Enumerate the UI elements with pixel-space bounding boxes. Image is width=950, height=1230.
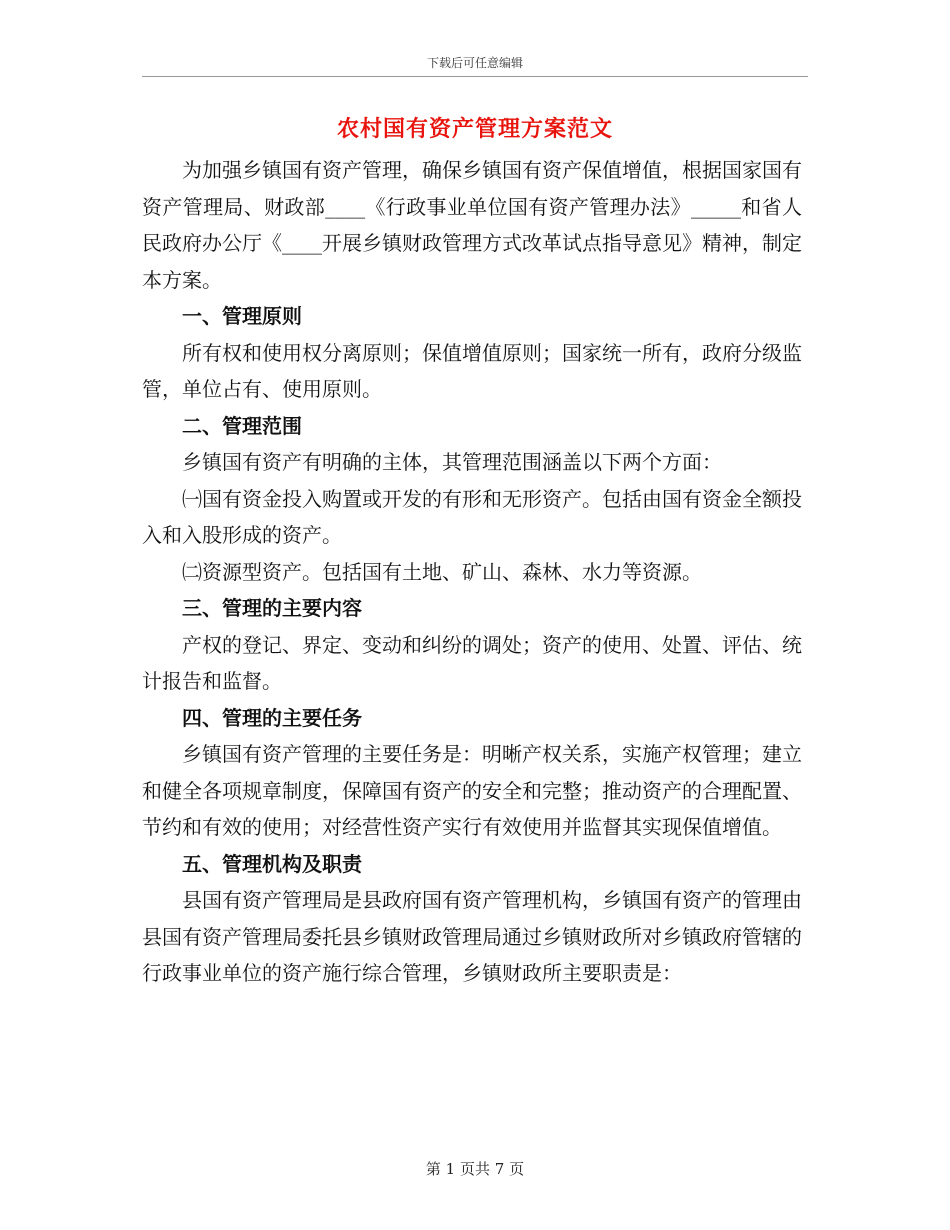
paragraph: ㈡资源型资产。包括国有土地、矿山、森林、水力等资源。 bbox=[182, 559, 702, 584]
paragraph: 产权的登记、界定、变动和纠纷的调处；资产的使用、处置、评估、统计报告和监督。 bbox=[142, 632, 802, 693]
document-title: 农村国有资产管理方案范文 bbox=[336, 116, 613, 142]
section-heading-1: 一、管理原则 bbox=[182, 304, 302, 328]
paragraph: 县国有资产管理局是县政府国有资产管理机构，乡镇国有资产的管理由县国有资产管理局委托县乡镇财政管理局通过乡镇财政所对乡镇政府管辖的行政事业单位的资产施行综合管理，乡镇财政所主要职责是： bbox=[142, 888, 802, 985]
document-body bbox=[142, 152, 802, 992]
page-number: 第 1 页共 7 页 bbox=[425, 1160, 525, 1178]
paragraph-intro: 为加强乡镇国有资产管理，确保乡镇国有资产保值增值，根据国家国有资产管理局、财政部____《行政事业单位国有资产管理办法》_____和省人民政府办公厅《____开展乡镇财政管理方式改革试点指导意见》精神，制定本方案。 bbox=[142, 158, 802, 292]
paragraph: 乡镇国有资产管理的主要任务是：明晰产权关系，实施产权管理；建立和健全各项规章制度，保障国有资产的安全和完整；推动资产的合理配置、节约和有效的使用；对经营性资产实行有效使用并监督其实现保值增值。 bbox=[142, 742, 802, 839]
paragraph: 所有权和使用权分离原则；保值增值原则；国家统一所有，政府分级监管，单位占有、使用原则。 bbox=[142, 340, 802, 401]
header-divider bbox=[142, 76, 808, 77]
paragraph: ㈠国有资金投入购置或开发的有形和无形资产。包括由国有资金全额投入和入股形成的资产。 bbox=[142, 486, 802, 547]
section-heading-4: 四、管理的主要任务 bbox=[182, 705, 362, 730]
paragraph: 乡镇国有资产有明确的主体，其管理范围涵盖以下两个方面： bbox=[182, 450, 722, 474]
section-heading-2: 二、管理范围 bbox=[182, 413, 302, 438]
section-heading-5: 五、管理机构及职责 bbox=[182, 851, 362, 876]
header-note: 下载后可任意编辑 bbox=[426, 56, 523, 70]
section-heading-3: 三、管理的主要内容 bbox=[182, 596, 362, 620]
